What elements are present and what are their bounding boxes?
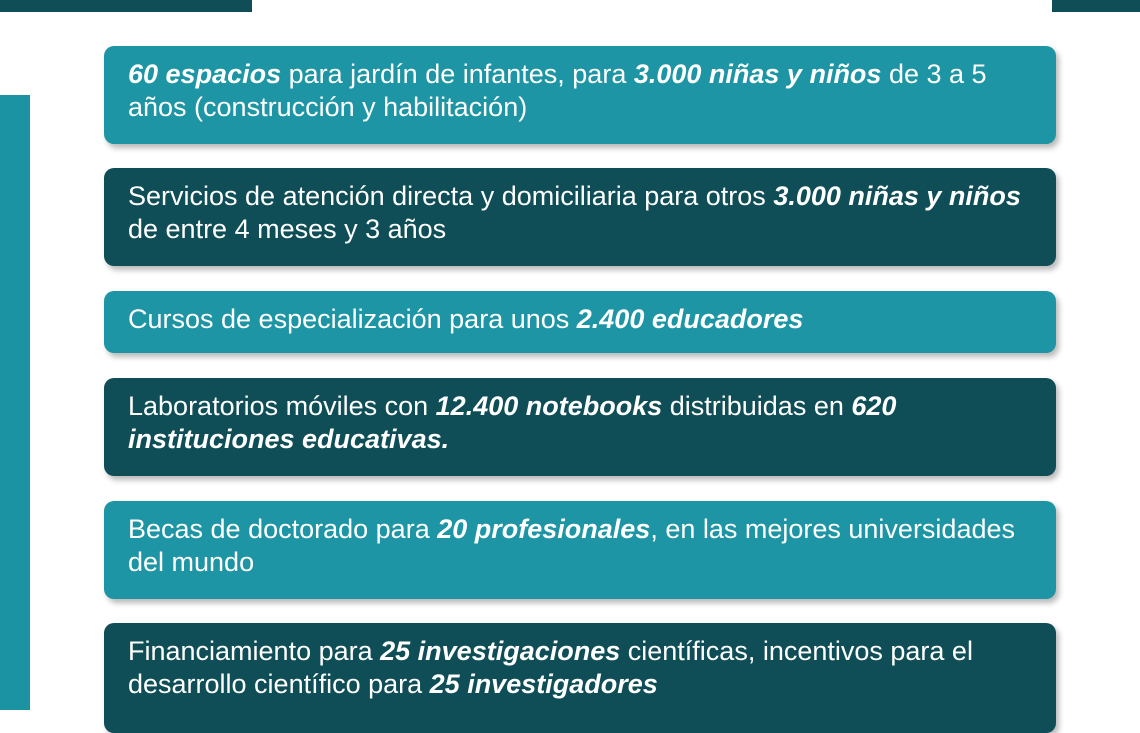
card-kindergarten (104, 46, 1056, 144)
highlight-text: 20 profesionales (437, 514, 651, 544)
body-text: de 3 a 5 años (construcción y habilitación) (128, 59, 987, 122)
highlight-text: 3.000 niñas y niños (633, 59, 882, 89)
highlight-text: 12.400 notebooks (435, 391, 663, 421)
card-mobile-labs (104, 378, 1056, 476)
highlight-text: 3.000 niñas y niños (773, 181, 1021, 211)
body-text: Cursos de especialización para unos (128, 304, 577, 334)
highlight-text: 2.400 educadores (576, 304, 804, 334)
card-home-care (104, 168, 1056, 266)
body-text: Becas de doctorado para (128, 514, 438, 544)
highlight-text: 25 investigaciones (380, 636, 621, 666)
body-text: distribuidas en (662, 391, 852, 421)
body-text: Servicios de atención directa y domiciliaria para otros (128, 181, 774, 211)
top-left-decoration (0, 0, 252, 12)
body-text: Financiamiento para (128, 636, 381, 666)
highlight-text: 25 investigadores (429, 669, 658, 699)
body-text: científicas, incentivos para el desarrollo científico para (128, 636, 973, 699)
card-research-funding (104, 623, 1056, 733)
body-text: para jardín de infantes, para (281, 59, 634, 89)
cropped-heading (372, 0, 932, 11)
highlight-text: 620 instituciones educativas. (128, 391, 897, 454)
left-side-bar (0, 95, 30, 710)
body-text: Laboratorios móviles con (128, 391, 436, 421)
body-text: , en las mejores universidades del mundo (128, 514, 1015, 577)
card-educator-courses (104, 291, 1056, 353)
highlight-text: 60 espacios (128, 59, 282, 89)
card-doctoral-scholarships (104, 501, 1056, 599)
top-right-decoration (1052, 0, 1140, 12)
body-text: de entre 4 meses y 3 años (128, 214, 447, 244)
